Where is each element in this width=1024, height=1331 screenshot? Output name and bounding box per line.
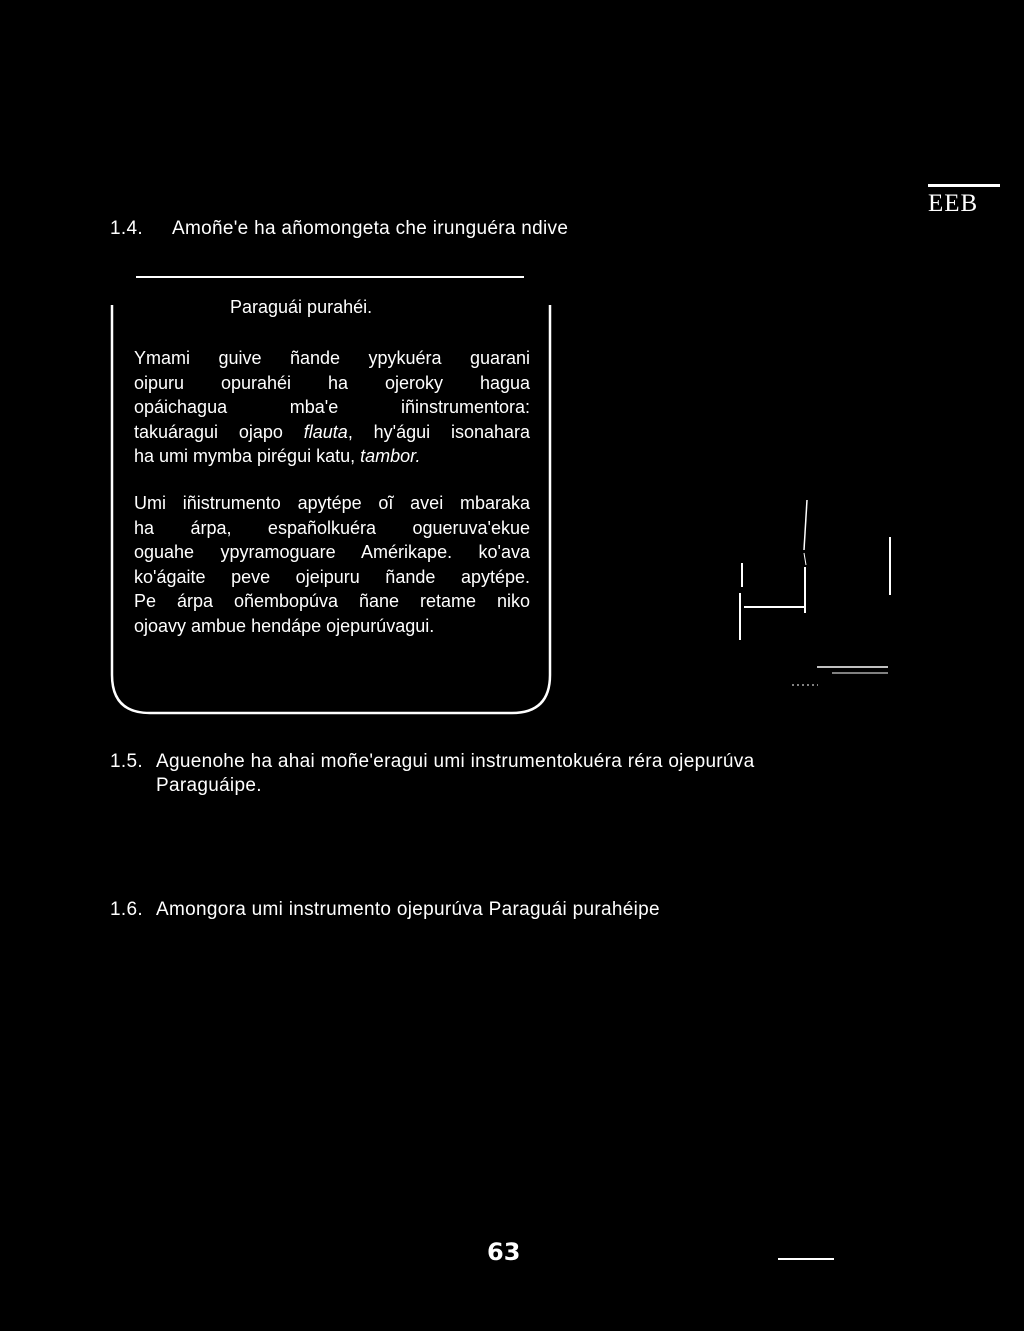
paragraph-2-line: oguahe ypyramoguare Amérikape. ko'ava	[134, 542, 530, 562]
question-number: 1.5.	[110, 751, 143, 772]
question-1-5	[110, 750, 830, 798]
paragraph-1-line: ha umi mymba pirégui katu, tambor.	[134, 446, 421, 466]
paragraph-1-line: oipuru opurahéi ha ojeroky hagua	[134, 372, 530, 393]
paragraph-2	[134, 491, 530, 638]
paragraph-1-line: Ymami guive ñande ypykuéra guarani	[134, 348, 530, 368]
question-number: 1.6.	[110, 899, 143, 920]
page-number: 63	[487, 1238, 521, 1266]
question-text: Amongora umi instrumento ojepurúva Paraguái purahéipe	[156, 899, 660, 920]
paragraph-1-line: takuáragui ojapo flauta, hy'águi isonahara	[134, 421, 530, 442]
instrument-drawing	[732, 495, 902, 695]
reading-title: Paraguái purahéi.	[230, 297, 373, 317]
paragraph-2-line: Umi iñistrumento apytépe oĩ avei mbaraka	[134, 493, 530, 513]
section-heading	[110, 218, 568, 240]
badge-label: EEB	[928, 190, 979, 217]
question-text: Aguenohe ha ahai moñe'eragui umi instrumentokuéra réra ojepurúva	[156, 751, 755, 772]
paragraph-1	[134, 346, 530, 469]
section-title: Amoñe'e ha añomongeta che irunguéra ndive	[172, 218, 569, 239]
series-badge	[928, 184, 1002, 216]
paragraph-2-line: Pe árpa oñembopúva ñane retame niko	[134, 591, 530, 611]
paragraph-1-line: opáichagua mba'e iñinstrumentora:	[134, 397, 530, 417]
section-number: 1.4.	[110, 218, 143, 239]
paragraph-2-line: ojoavy ambue hendápe ojepurúvagui.	[134, 615, 435, 636]
question-text-continued: Paraguáipe.	[156, 775, 262, 796]
reading-box	[110, 275, 552, 715]
badge-rule	[928, 184, 1000, 187]
paragraph-2-line: ha árpa, españolkuéra ogueruva'ekue	[134, 517, 530, 538]
question-1-6	[110, 898, 830, 922]
footer-rule	[778, 1258, 834, 1260]
paragraph-2-line: ko'ágaite peve ojeipuru ñande apytépe.	[134, 566, 530, 587]
